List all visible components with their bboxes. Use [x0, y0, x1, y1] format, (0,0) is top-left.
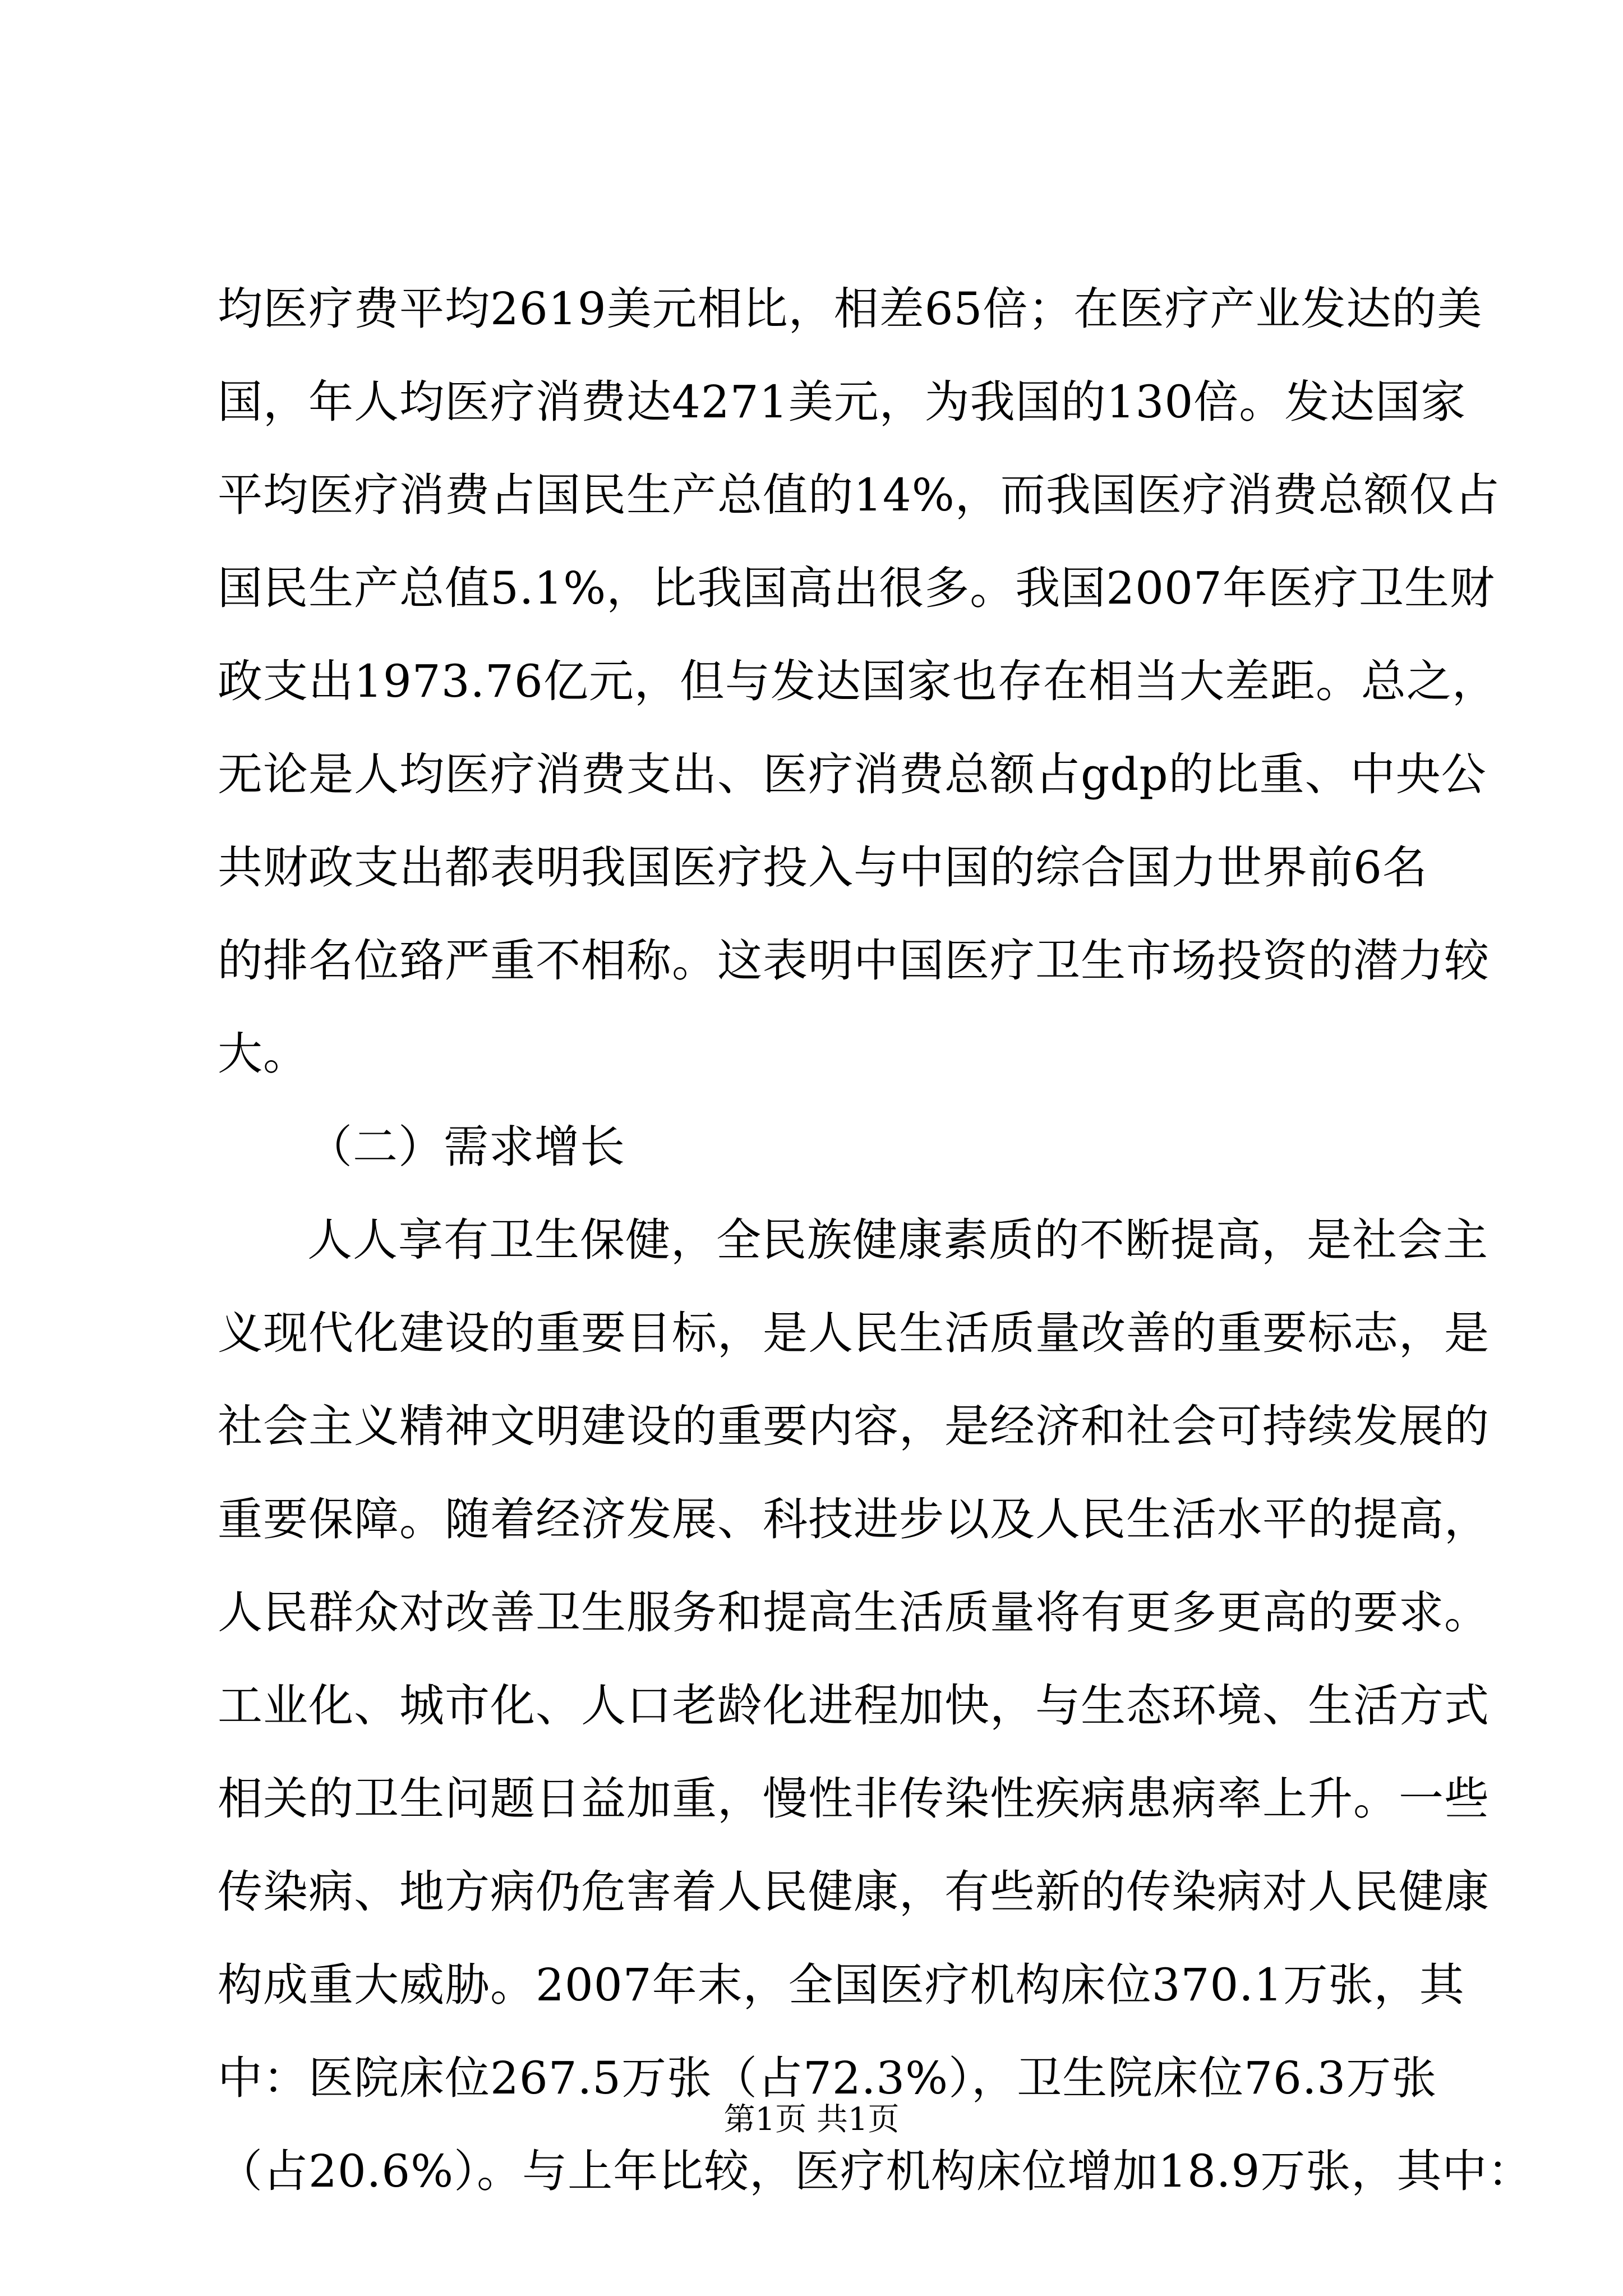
- text-line: 人人享有卫生保健，全民族健康素质的不断提高，是社会主: [307, 1214, 1488, 1266]
- section-heading: （二）需求增长: [307, 1121, 625, 1173]
- text-line: 均医疗费平均2619美元相比，相差65倍；在医疗产业发达的美: [218, 283, 1483, 335]
- text-line: 义现代化建设的重要目标，是人民生活质量改善的重要标志，是: [218, 1307, 1490, 1359]
- text-line: 大。: [218, 1028, 308, 1080]
- text-line: 工业化、城市化、人口老龄化进程加快，与生态环境、生活方式: [218, 1680, 1490, 1732]
- text-line: 国，年人均医疗消费达4271美元，为我国的130倍。发达国家: [218, 376, 1467, 428]
- text-line: （占20.6%）。与上年比较，医疗机构床位增加18.9万张，其中：: [218, 2145, 1533, 2197]
- text-line: 传染病、地方病仍危害着人民健康，有些新的传染病对人民健康: [218, 1866, 1490, 1918]
- text-line: 国民生产总值5.1%，比我国高出很多。我国2007年医疗卫生财: [218, 562, 1495, 614]
- text-line: 平均医疗消费占国民生产总值的14%，而我国医疗消费总额仅占: [218, 469, 1500, 521]
- text-line: 构成重大威胁。2007年末，全国医疗机构床位370.1万张，其: [218, 1959, 1465, 2011]
- page-footer: 第1页 共1页: [723, 2101, 900, 2138]
- text-line: 共财政支出都表明我国医疗投入与中国的综合国力世界前6名: [218, 841, 1428, 894]
- text-line: 相关的卫生问题日益加重，慢性非传染性疾病患病率上升。一些: [218, 1773, 1490, 1825]
- body-text: [218, 263, 1533, 2218]
- text-line: 无论是人均医疗消费支出、医疗消费总额占gdp的比重、中央公: [218, 748, 1487, 800]
- text-line: 的排名位臵严重不相称。这表明中国医疗卫生市场投资的潜力较: [218, 935, 1490, 987]
- text-line: 政支出1973.76亿元，但与发达国家也存在相当大差距。总之，: [218, 655, 1497, 707]
- text-line: 中：医院床位267.5万张（占72.3%），卫生院床位76.3万张: [218, 2052, 1437, 2104]
- text-line: 社会主义精神文明建设的重要内容，是经济和社会可持续发展的: [218, 1400, 1490, 1452]
- text-line: 人民群众对改善卫生服务和提高生活质量将有更多更高的要求。: [218, 1586, 1490, 1639]
- text-line: 重要保障。随着经济发展、科技进步以及人民生活水平的提高，: [218, 1493, 1490, 1545]
